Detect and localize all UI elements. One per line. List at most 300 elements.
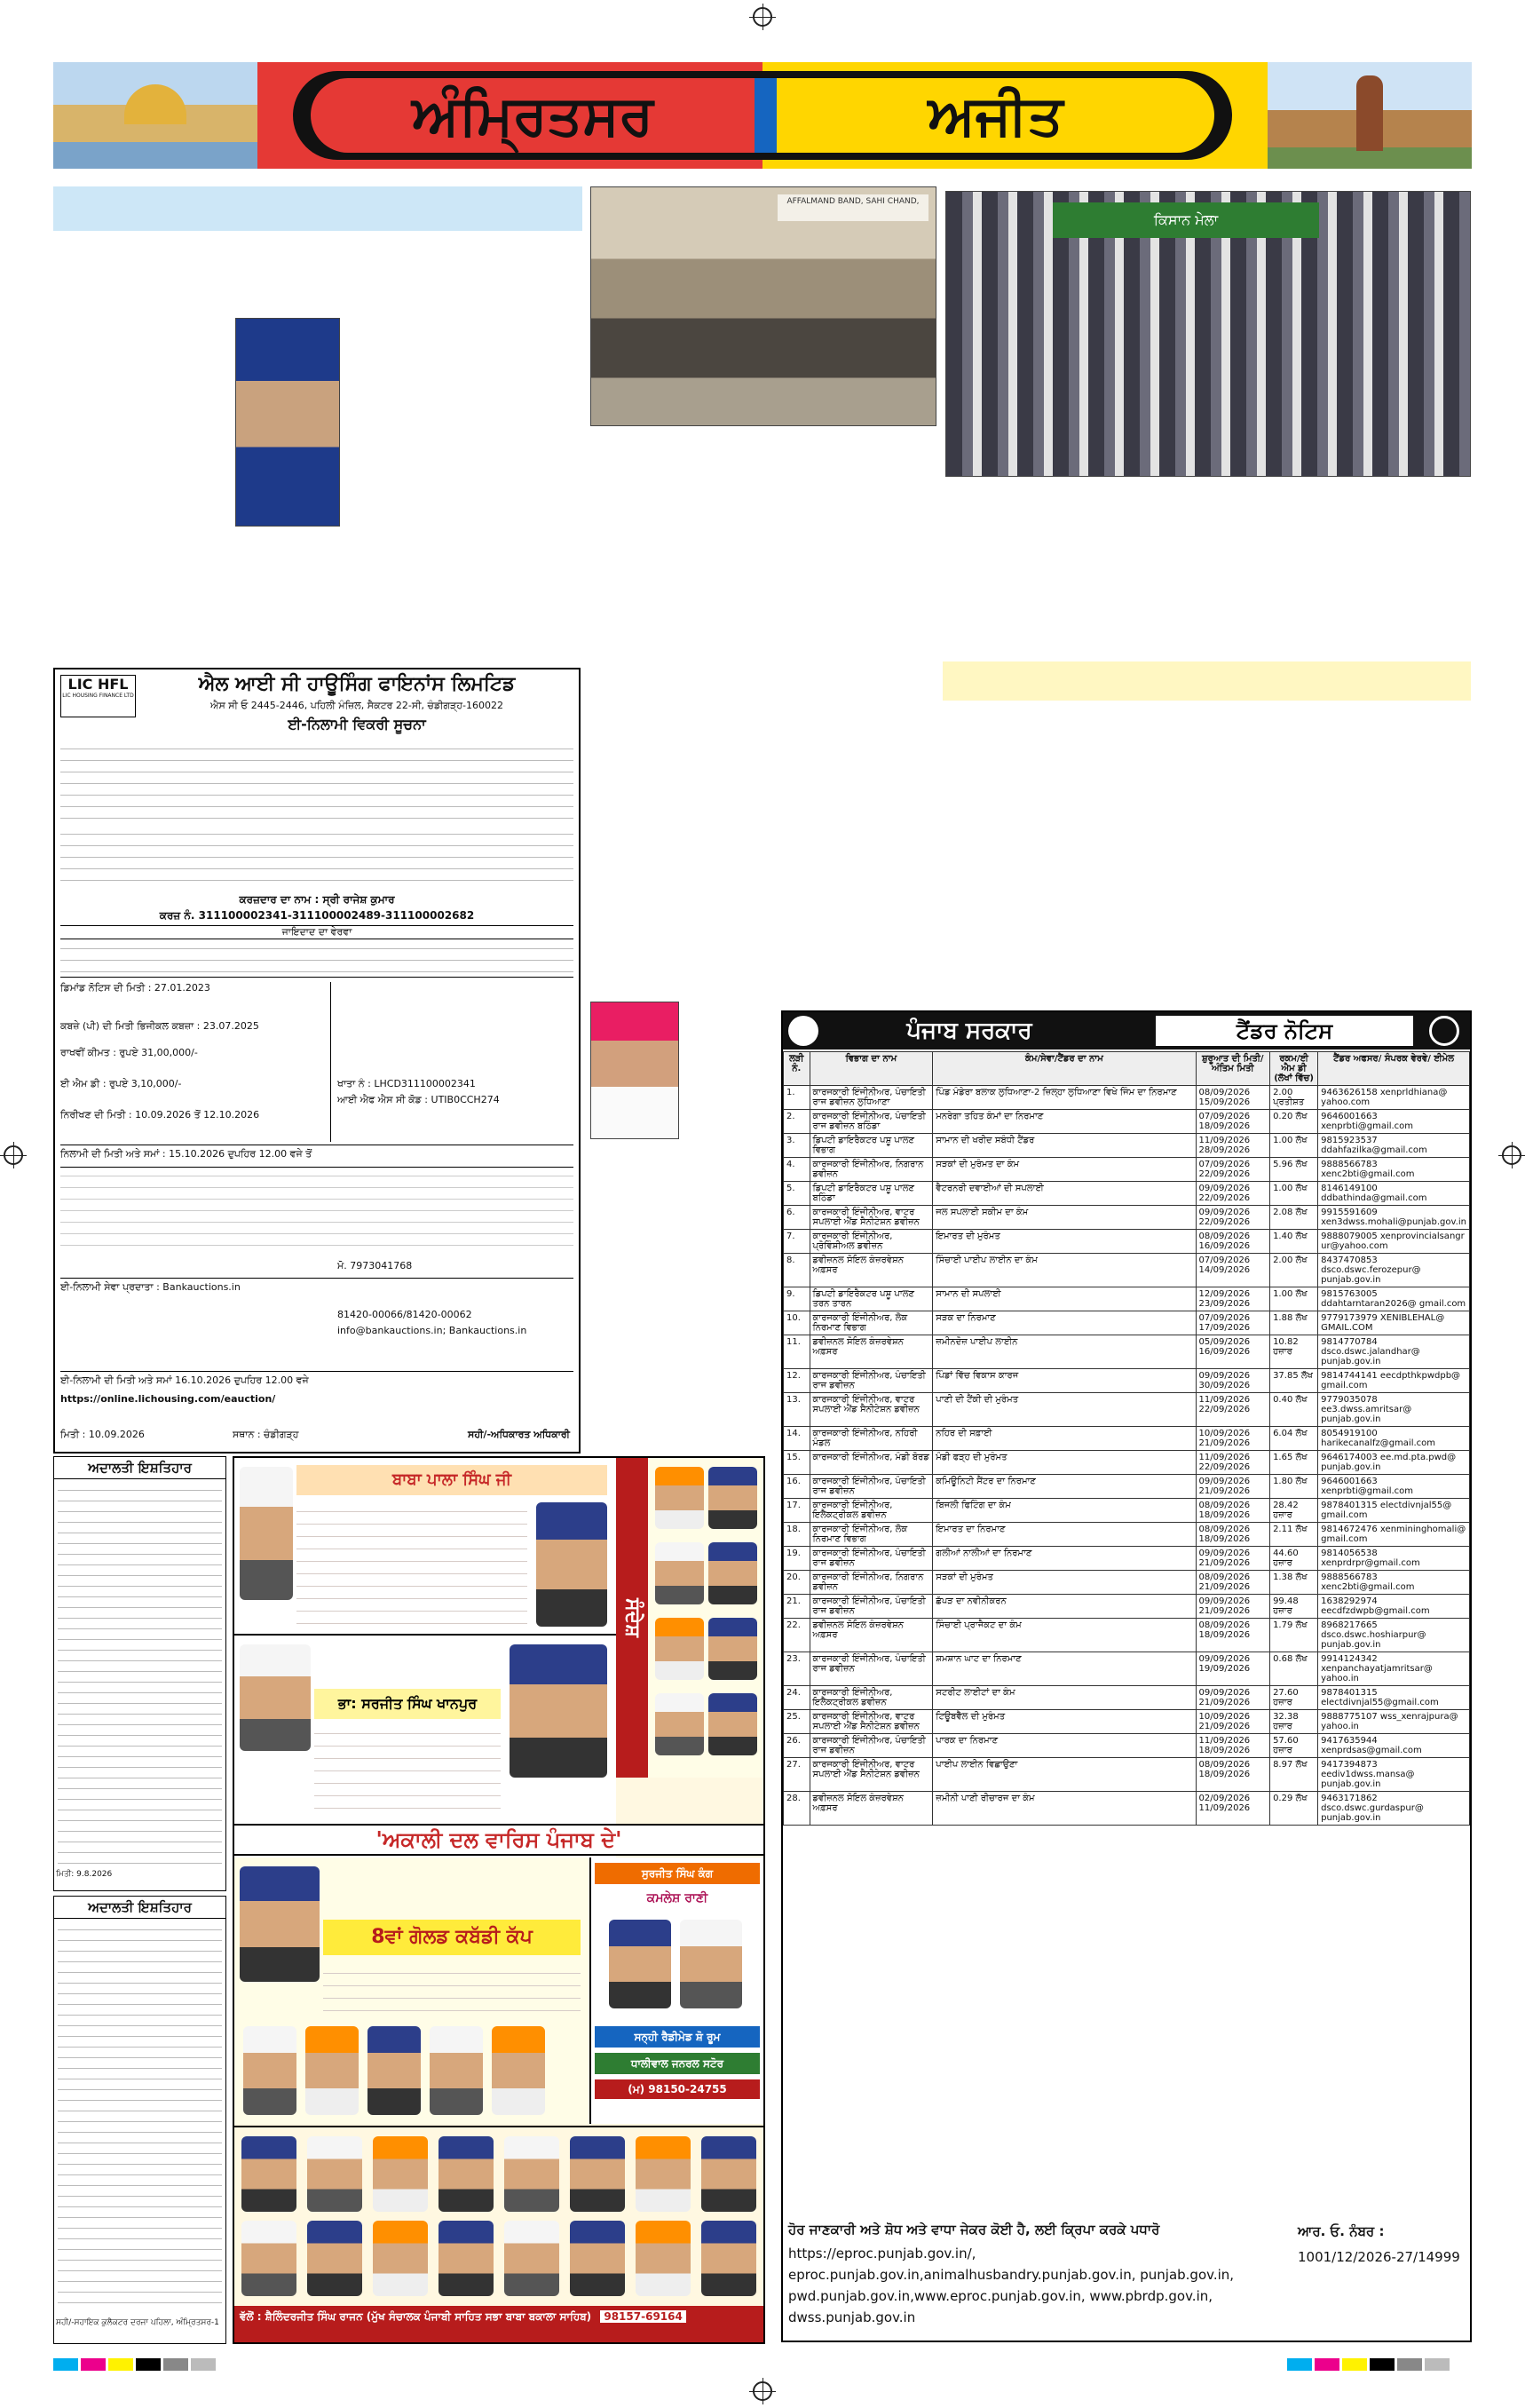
tender-header (783, 1012, 1470, 1050)
table-cell: ਡਵੀਜ਼ਨਲ ਸੋਇਲ ਕੰਜ਼ਰਵੇਸ਼ਨ ਅਫ਼ਸਰ (810, 1619, 933, 1652)
ad-middle-text (314, 1724, 501, 1813)
table-cell: ਪਾਰਕ ਦਾ ਨਿਰਮਾਣ (933, 1734, 1196, 1758)
table-cell: ਸਟਰੀਟ ਲਾਈਟਾਂ ਦਾ ਕੰਮ (933, 1686, 1196, 1710)
table-cell: ਕਾਰਜਕਾਰੀ ਇੰਜੀਨੀਅਰ, ਪੰਚਾਇਤੀ ਰਾਜ ਡਵੀਜ਼ਨ ਬਠਿੰਡਾ (810, 1110, 933, 1134)
ad-portrait-34 (570, 2221, 625, 2296)
color-bar-left (53, 2357, 218, 2374)
court-notice-1 (53, 1456, 226, 1891)
table-cell: 9878401315 electdivnjal55@ gmail.com (1318, 1499, 1470, 1523)
table-cell: 12. (784, 1369, 810, 1393)
ad-portrait-28 (701, 2136, 756, 2212)
table-cell: 16. (784, 1475, 810, 1499)
table-row (784, 1595, 1470, 1619)
lic-borrower: ਕਰਜ਼ਦਾਰ ਦਾ ਨਾਮ : ਸ੍ਰੀ ਰਾਜੇਸ਼ ਕੁਮਾਰ (239, 893, 395, 906)
table-cell: ਕਾਰਜਕਾਰੀ ਇੰਜੀਨੀਅਰ, ਪੰਚਾਇਤੀ ਰਾਜ ਡਵੀਜ਼ਨ (810, 1475, 933, 1499)
table-cell: 09/09/2026 21/09/2026 (1196, 1595, 1270, 1619)
punjab-emblem-icon (788, 1016, 818, 1046)
court-notice-1-heading: ਅਦਾਲਤੀ ਇਸ਼ਤਿਹਾਰ (54, 1457, 225, 1479)
table-cell: 02/09/2026 11/09/2026 (1196, 1792, 1270, 1826)
masthead-title-right: ਅਜੀਤ (928, 83, 1063, 147)
table-row (784, 1182, 1470, 1206)
golden-temple-image (53, 62, 257, 169)
center-group-photo (590, 186, 936, 426)
table-cell: ਕਾਰਜਕਾਰੀ ਇੰਜੀਨੀਅਰ, ਲੋਕ ਨਿਰਮਾਣ ਵਿਭਾਗ (810, 1523, 933, 1547)
table-cell: ਕਾਰਜਕਾਰੀ ਇੰਜੀਨੀਅਰ, ਪੰਚਾਇਤੀ ਰਾਜ ਡਵੀਜ਼ਨ (810, 1652, 933, 1686)
table-cell: 23. (784, 1652, 810, 1686)
ad-top-text (296, 1502, 527, 1627)
tender-header-right: ਟੈਂਡਰ ਨੋਟਿਸ (1156, 1016, 1413, 1046)
table-cell: ਪਿੰਡਾਂ ਵਿੱਚ ਵਿਕਾਸ ਕਾਰਜ (933, 1369, 1196, 1393)
table-cell: 9815923537 ddahfazilka@gmail.com (1318, 1134, 1470, 1158)
table-cell: ਡਿਪਟੀ ਡਾਇਰੈਕਟਰ ਪਸ਼ੂ ਪਾਲਣ ਵਿਭਾਗ (810, 1134, 933, 1158)
table-cell: ਡਵੀਜ਼ਨਲ ਸੋਇਲ ਕੰਜ਼ਰਵੇਸ਼ਨ ਅਫ਼ਸਰ (810, 1792, 933, 1826)
table-cell: 17. (784, 1499, 810, 1523)
ad-portrait-14 (243, 2026, 296, 2115)
table-row (784, 1710, 1470, 1734)
table-cell: 9463626158 xenprldhiana@ yahoo.com (1318, 1086, 1470, 1110)
tender-col-header: ਕੰਮ/ਸੇਵਾ/ਟੈਂਡਰ ਦਾ ਨਾਮ (933, 1052, 1196, 1086)
table-cell: 10. (784, 1311, 810, 1335)
table-cell: 0.20 ਲੱਖ (1270, 1110, 1318, 1134)
court-notice-2-body (58, 1922, 222, 2313)
photo-signboard: AFFALMAND BAND, SAHI CHAND, (778, 194, 928, 221)
table-cell: 9463171862 dsco.dswc.gurdaspur@ punjab.gov.in (1318, 1792, 1470, 1826)
ad-portrait-1 (240, 1467, 293, 1600)
tender-footer-urls[interactable]: https://eproc.punjab.gov.in/, eproc.punjab.gov.in,animalhusbandry.punjab.gov.in, punjab.gov.in, pwd.punjab.gov.in,www.eproc.punjab.gov.in, www.pbrdp.gov.in, dwss.punjab.gov.in (788, 2246, 1235, 2325)
registration-mark-left (4, 1145, 23, 1165)
tender-table (783, 1051, 1470, 1826)
table-cell: 11/09/2026 28/09/2026 (1196, 1134, 1270, 1158)
table-cell: 09/09/2026 21/09/2026 (1196, 1475, 1270, 1499)
table-row (784, 1571, 1470, 1595)
tender-table-body (784, 1086, 1470, 1826)
table-row (784, 1393, 1470, 1427)
table-cell: 9646001663 xenprbti@gmail.com (1318, 1475, 1470, 1499)
table-cell: 09/09/2026 30/09/2026 (1196, 1369, 1270, 1393)
table-row (784, 1335, 1470, 1369)
table-cell: 9888079005 xenprovincialsangr ur@yahoo.com (1318, 1230, 1470, 1254)
table-cell: ਪਾਣੀ ਦੀ ਟੈਂਕੀ ਦੀ ਮੁਰੰਮਤ (933, 1393, 1196, 1427)
tender-footer-note: ਹੋਰ ਜਾਣਕਾਰੀ ਅਤੇ ਸ਼ੋਧ ਅਤੇ ਵਾਧਾ ਜੇਕਰ ਕੋਈ ਹੈ, ਲਈ ਕ੍ਰਿਪਾ ਕਰਕੇ ਪਧਾਰੋ (788, 2222, 1160, 2238)
table-cell: 10/09/2026 21/09/2026 (1196, 1427, 1270, 1451)
lic-auction-notice (53, 668, 581, 1454)
ad-banner-akali-dal: 'ਅਕਾਲੀ ਦਲ ਵਾਰਿਸ ਪੰਜਾਬ ਦੇ' (234, 1824, 763, 1856)
court-notice-2-heading: ਅਦਾਲਤੀ ਇਸ਼ਤਿਹਾਰ (54, 1897, 225, 1919)
table-cell: 1.00 ਲੱਖ (1270, 1182, 1318, 1206)
table-cell: ਕਾਰਜਕਾਰੀ ਇੰਜੀਨੀਅਰ, ਪੰਚਾਇਤੀ ਰਾਜ ਡਵੀਜ਼ਨ (810, 1734, 933, 1758)
table-cell: 0.68 ਲੱਖ (1270, 1652, 1318, 1686)
table-cell: ਕਾਰਜਕਾਰੀ ਇੰਜੀਨੀਅਰ, ਨਹਿਰੀ ਮੰਡਲ (810, 1427, 933, 1451)
lic-service-provider: ਈ-ਨਿਲਾਮੀ ਸੇਵਾ ਪ੍ਰਦਾਤਾ : Bankauctions.in (60, 1278, 573, 1294)
ad-portrait-26 (570, 2136, 625, 2212)
lic-signatory: ਸਹੀ/-ਅਧਿਕਾਰਤ ਅਧਿਕਾਰੀ (468, 1429, 570, 1440)
ad-shop-2: ਧਾਲੀਵਾਲ ਜਨਰਲ ਸਟੋਰ (595, 2053, 760, 2074)
table-cell: ਸੜਕਾਂ ਦੀ ਮੁਰੰਮਤ (933, 1571, 1196, 1595)
table-row (784, 1652, 1470, 1686)
table-cell: ਕਾਰਜਕਾਰੀ ਇੰਜੀਨੀਅਰ, ਵਾਟਰ ਸਪਲਾਈ ਐਂਡ ਸੈਨੀਟੇਸ਼ਨ ਡਵੀਜ਼ਨ (810, 1393, 933, 1427)
table-cell: ਸ਼ਮਸ਼ਾਨ ਘਾਟ ਦਾ ਨਿਰਮਾਣ (933, 1652, 1196, 1686)
greeting-advertisement (233, 1456, 765, 2344)
ad-portrait-13 (240, 1866, 320, 1982)
table-cell: 11/09/2026 22/09/2026 (1196, 1451, 1270, 1475)
tender-col-header: ਰਕਮ/ਈ ਐਮ ਡੀ (ਲੱਖਾਂ ਵਿੱਚ) (1270, 1052, 1318, 1086)
lic-auction-date: ਨਿਲਾਮੀ ਦੀ ਮਿਤੀ ਅਤੇ ਸਮਾਂ : 15.10.2026 ਦੁਪਹਿਰ 12.00 ਵਜੇ ਤੋਂ (60, 1145, 573, 1160)
table-cell: 1. (784, 1086, 810, 1110)
table-cell: 9878401315 electdivnjal55@gmail.com (1318, 1686, 1470, 1710)
table-cell: 6. (784, 1206, 810, 1230)
ad-portrait-21 (241, 2136, 296, 2212)
table-cell: ਕਾਰਜਕਾਰੀ ਇੰਜੀਨੀਅਰ, ਇਲੈਕਟ੍ਰੀਕਲ ਡਵੀਜ਼ਨ (810, 1686, 933, 1710)
table-cell: 07/09/2026 14/09/2026 (1196, 1254, 1270, 1287)
table-cell: ਸੜਕ ਦਾ ਨਿਰਮਾਣ (933, 1311, 1196, 1335)
table-cell: 2.00 ਲੱਖ (1270, 1254, 1318, 1287)
table-cell: 1.40 ਲੱਖ (1270, 1230, 1318, 1254)
table-cell: 9915591609 xen3dwss.mohali@punjab.gov.in (1318, 1206, 1470, 1230)
ad-portrait-25 (504, 2136, 559, 2212)
court-notice-2 (53, 1896, 226, 2344)
lic-logo-text: LIC HFL (67, 676, 129, 693)
table-cell: 0.40 ਲੱਖ (1270, 1393, 1318, 1427)
table-cell: 11/09/2026 22/09/2026 (1196, 1393, 1270, 1427)
table-cell: 1.00 ਲੱਖ (1270, 1134, 1318, 1158)
tender-header-left: ਪੰਜਾਬ ਸਰਕਾਰ (906, 1018, 1032, 1044)
table-cell: 5.96 ਲੱਖ (1270, 1158, 1318, 1182)
table-cell: 8. (784, 1254, 810, 1287)
table-cell: 9814672476 xenmininghomali@ gmail.com (1318, 1523, 1470, 1547)
table-cell: 9814770784 dsco.dswc.jalandhar@ punjab.gov.in (1318, 1335, 1470, 1369)
table-row (784, 1499, 1470, 1523)
table-row (784, 1547, 1470, 1571)
table-cell: ਇਮਾਰਤ ਦਾ ਨਿਰਮਾਣ (933, 1523, 1196, 1547)
ad-portrait-30 (307, 2221, 362, 2296)
ad-portrait-16 (367, 2026, 421, 2115)
table-cell: 15. (784, 1451, 810, 1475)
lic-ifsc: ਆਈ ਐਫ ਐਸ ਸੀ ਕੋਡ : UTIB0CCH274 (337, 1094, 500, 1105)
table-cell: ਕਾਰਜਕਾਰੀ ਇੰਜੀਨੀਅਰ, ਪੰਚਾਇਤੀ ਰਾਜ ਡਵੀਜ਼ਨ (810, 1547, 933, 1571)
ad-kabaddi-text (323, 1964, 581, 2017)
table-cell: 05/09/2026 16/09/2026 (1196, 1335, 1270, 1369)
court-notice-1-body (58, 1483, 222, 1865)
table-cell: 11. (784, 1335, 810, 1369)
table-row (784, 1792, 1470, 1826)
table-cell: 27.60 ਹਜ਼ਾਰ (1270, 1686, 1318, 1710)
table-cell: 3. (784, 1134, 810, 1158)
table-cell: 6.04 ਲੱਖ (1270, 1427, 1318, 1451)
table-cell: ਡਵੀਜ਼ਨਲ ਸੋਇਲ ਕੰਜ਼ਰਵੇਸ਼ਨ ਅਫ਼ਸਰ (810, 1335, 933, 1369)
table-cell: ਛੱਪੜ ਦਾ ਨਵੀਨੀਕਰਨ (933, 1595, 1196, 1619)
table-row (784, 1475, 1470, 1499)
table-cell: 37.85 ਲੱਖ (1270, 1369, 1318, 1393)
table-cell: 10/09/2026 21/09/2026 (1196, 1710, 1270, 1734)
table-cell: ਕਾਰਜਕਾਰੀ ਇੰਜੀਨੀਅਰ, ਪੰਚਾਇਤੀ ਰਾਜ ਡਵੀਜ਼ਨ (810, 1369, 933, 1393)
table-cell: 08/09/2026 18/09/2026 (1196, 1758, 1270, 1792)
registration-mark-bottom (753, 2381, 772, 2401)
ad-portrait-10 (708, 1693, 757, 1755)
ad-portrait-9 (655, 1693, 704, 1755)
table-cell: ਸਿੰਚਾਈ ਪ੍ਰਾਜੈਕਟ ਦਾ ਕੰਮ (933, 1619, 1196, 1652)
table-cell: 0.29 ਲੱਖ (1270, 1792, 1318, 1826)
lic-reserve-price: ਰਾਖਵੀਂ ਕੀਮਤ : ਰੁਪਏ 31,00,000/- (60, 1047, 198, 1058)
ad-portrait-35 (636, 2221, 691, 2296)
table-cell: ਪਿੰਡ ਮੰਡੇਰਾ ਬਲਾਕ ਲੁਧਿਆਣਾ-2 ਜ਼ਿਲ੍ਹਾ ਲੁਧਿਆਣਾ ਵਿਖੇ ਜਿੰਮ ਦਾ ਨਿਰਮਾਣ (933, 1086, 1196, 1110)
lic-loan-no: ਕਰਜ਼ ਨੰ. 311100002341-311100002489-311100002682 (159, 909, 475, 922)
table-cell: 09/09/2026 21/09/2026 (1196, 1686, 1270, 1710)
table-cell: 27. (784, 1758, 810, 1792)
lic-inspection: ਨਿਰੀਖਣ ਦੀ ਮਿਤੀ : 10.09.2026 ਤੋਂ 12.10.2026 (60, 1109, 260, 1121)
table-row (784, 1686, 1470, 1710)
ad-portrait-7 (655, 1618, 704, 1680)
tender-ro-number: 1001/12/2026-27/14999 (1298, 2249, 1460, 2265)
tender-table-wrap (783, 1051, 1470, 2214)
table-cell: 08/09/2026 18/09/2026 (1196, 1499, 1270, 1523)
lic-heading: ਈ-ਨਿਲਾਮੀ ਵਿਕਰੀ ਸੂਚਨਾ (288, 716, 426, 733)
lic-terms-paragraph (60, 826, 573, 888)
table-row (784, 1734, 1470, 1758)
table-cell: ਜ਼ਮੀਨਦੋਜ਼ ਪਾਈਪ ਲਾਈਨ (933, 1335, 1196, 1369)
table-cell: 44.60 ਹਜ਼ਾਰ (1270, 1547, 1318, 1571)
table-cell: ਪਾਈਪ ਲਾਈਨ ਵਿਛਾਉਣਾ (933, 1758, 1196, 1792)
ad-portrait-33 (504, 2221, 559, 2296)
table-cell: ਕਾਰਜਕਾਰੀ ਇੰਜੀਨੀਅਰ, ਇਲੈਕਟ੍ਰੀਕਲ ਡਵੀਜ਼ਨ (810, 1499, 933, 1523)
table-cell: 09/09/2026 22/09/2026 (1196, 1182, 1270, 1206)
table-cell: ਕਾਰਜਕਾਰੀ ਇੰਜੀਨੀਅਰ, ਲੋਕ ਨਿਰਮਾਣ ਵਿਭਾਗ (810, 1311, 933, 1335)
table-row (784, 1254, 1470, 1287)
table-cell: 25. (784, 1710, 810, 1734)
table-cell: 08/09/2026 21/09/2026 (1196, 1571, 1270, 1595)
lic-possession-date: ਕਬਜ਼ੇ (ਪੀ) ਦੀ ਮਿਤੀ ਭਿਜੀਕਲ ਕਬਜ਼ਾ : 23.07.2025 (60, 1020, 259, 1032)
table-cell: 99.48 ਹਜ਼ਾਰ (1270, 1595, 1318, 1619)
table-cell: 1.88 ਲੱਖ (1270, 1311, 1318, 1335)
lic-demand-date: ਡਿਮਾਂਡ ਨੋਟਿਸ ਦੀ ਮਿਤੀ : 27.01.2023 (60, 982, 210, 994)
ad-portrait-32 (439, 2221, 494, 2296)
table-cell: ਬਿਜਲੀ ਫਿਟਿੰਗ ਦਾ ਕੰਮ (933, 1499, 1196, 1523)
table-cell: 1.65 ਲੱਖ (1270, 1451, 1318, 1475)
court-notice-2-footer: ਸਹੀ/-ਸਹਾਇਕ ਕੁਲੈਕਟਰ ਦਰਜਾ ਪਹਿਲਾ, ਅੰਮ੍ਰਿਤਸਰ-1 (56, 2318, 219, 2327)
table-cell: ਡਵੀਜ਼ਨਲ ਸੋਇਲ ਕੰਜ਼ਰਵੇਸ਼ਨ ਅਫ਼ਸਰ (810, 1254, 933, 1287)
table-cell: 9888566783 xenc2bti@gmail.com (1318, 1571, 1470, 1595)
table-cell: 9. (784, 1287, 810, 1311)
table-row (784, 1086, 1470, 1110)
table-cell: 1.38 ਲੱਖ (1270, 1571, 1318, 1595)
table-cell: ਜ਼ਮੀਨੀ ਪਾਣੀ ਰੀਚਾਰਜ ਦਾ ਕੰਮ (933, 1792, 1196, 1826)
table-cell: 08/09/2026 16/09/2026 (1196, 1230, 1270, 1254)
table-cell: 09/09/2026 22/09/2026 (1196, 1206, 1270, 1230)
table-cell: 07/09/2026 22/09/2026 (1196, 1158, 1270, 1182)
ad-portrait-3 (655, 1467, 704, 1529)
section-strip-blue (53, 186, 582, 231)
table-cell: ਕਾਰਜਕਾਰੀ ਇੰਜੀਨੀਅਰ, ਪੰਚਾਇਤੀ ਰਾਜ ਡਵੀਜ਼ਨ ਲੁਧਿਆਣਾ (810, 1086, 933, 1110)
ad-portrait-36 (701, 2221, 756, 2296)
table-cell: 19. (784, 1547, 810, 1571)
court-notice-1-footer: ਮਿਤੀ: 9.8.2026 (56, 1870, 113, 1879)
table-cell: ਕਾਰਜਕਾਰੀ ਇੰਜੀਨੀਅਰ, ਨਿਗਰਾਨ ਡਵੀਜ਼ਨ (810, 1158, 933, 1182)
table-cell: 09/09/2026 21/09/2026 (1196, 1547, 1270, 1571)
table-row (784, 1523, 1470, 1547)
lic-date-line: ਮਿਤੀ : 10.09.2026 (60, 1429, 145, 1440)
ad-portrait-2 (536, 1502, 607, 1627)
table-cell: ਮੰਡੀ ਫੜ੍ਹ ਦੀ ਮੁਰੰਮਤ (933, 1451, 1196, 1475)
table-cell: 5. (784, 1182, 810, 1206)
table-cell: 8.97 ਲੱਖ (1270, 1758, 1318, 1792)
ad-portrait-6 (708, 1542, 757, 1604)
jallianwala-bagh-image (1268, 62, 1472, 169)
table-row (784, 1134, 1470, 1158)
table-cell: 8437470853 dsco.dswc.ferozepur@ punjab.gov.in (1318, 1254, 1470, 1287)
table-cell: 9814744141 eecdpthkpwdpb@ gmail.com (1318, 1369, 1470, 1393)
lic-address: ਐਸ ਸੀ ਓ 2445-2446, ਪਹਿਲੀ ਮੰਜ਼ਿਲ, ਸੈਕਟਰ 22-ਸੀ, ਚੰਡੀਗੜ੍ਹ-160022 (210, 700, 503, 711)
ad-footer (234, 2306, 763, 2342)
table-cell: ਸਿੰਚਾਈ ਪਾਈਪ ਲਾਈਨ ਦਾ ਕੰਮ (933, 1254, 1196, 1287)
table-cell: 28.42 ਹਜ਼ਾਰ (1270, 1499, 1318, 1523)
lic-property-description (60, 940, 573, 978)
lic-emd: ਈ ਐਮ ਡੀ : ਰੁਪਏ 3,10,000/- (60, 1078, 182, 1089)
tender-col-header: ਟੈਂਡਰ ਅਫਸਰ/ ਸੰਪਰਕ ਵੇਰਵੇ/ ਈਮੇਲ (1318, 1052, 1470, 1086)
table-cell: 57.60 ਹਜ਼ਾਰ (1270, 1734, 1318, 1758)
table-cell: ਮਨਰੇਗਾ ਤਹਿਤ ਕੰਮਾਂ ਦਾ ਨਿਰਮਾਣ (933, 1110, 1196, 1134)
table-row (784, 1369, 1470, 1393)
ad-portrait-24 (439, 2136, 494, 2212)
masthead-title-left: ਅੰਮ੍ਰਿਤਸਰ (412, 83, 653, 147)
table-cell: ਕਾਰਜਕਾਰੀ ਇੰਜੀਨੀਅਰ, ਵਾਟਰ ਸਪਲਾਈ ਐਂਡ ਸੈਨੀਟੇਸ਼ਨ ਡਵੀਜ਼ਨ (810, 1206, 933, 1230)
masthead-logo-band (257, 62, 1268, 169)
ad-portrait-18 (492, 2026, 545, 2115)
table-cell: ਜਲ ਸਪਲਾਈ ਸਕੀਮ ਦਾ ਕੰਮ (933, 1206, 1196, 1230)
table-cell: 22. (784, 1619, 810, 1652)
ad-portrait-12 (510, 1644, 607, 1778)
table-cell: 9646001663 xenprbti@gmail.com (1318, 1110, 1470, 1134)
tender-table-header (784, 1052, 1470, 1086)
ad-side-word: ਸੰਦੇਸ਼ (616, 1458, 648, 1778)
table-cell: 08/09/2026 18/09/2026 (1196, 1523, 1270, 1547)
table-cell: 9888566783 xenc2bti@gmail.com (1318, 1158, 1470, 1182)
table-cell: ਕਾਰਜਕਾਰੀ ਇੰਜੀਨੀਅਰ, ਵਾਟਰ ਸਪਲਾਈ ਐਂਡ ਸੈਨੀਟੇਸ਼ਨ ਡਵੀਜ਼ਨ (810, 1758, 933, 1792)
ad-kabaddi-cup: 8ਵਾਂ ਗੋਲਡ ਕਬੱਡੀ ਕੱਪ (323, 1920, 581, 1955)
lic-contact-phone: ਮੋ. 7973041768 (337, 1260, 413, 1271)
tender-col-header: ਵਿਭਾਗ ਦਾ ਨਾਮ (810, 1052, 933, 1086)
table-cell: 28. (784, 1792, 810, 1826)
table-cell: 1.79 ਲੱਖ (1270, 1619, 1318, 1652)
table-cell: 11/09/2026 18/09/2026 (1196, 1734, 1270, 1758)
table-cell: 24. (784, 1686, 810, 1710)
event-banner: ਕਿਸਾਨ ਮੇਲਾ (1053, 202, 1319, 238)
table-cell: 2. (784, 1110, 810, 1134)
table-cell: 9417635944 xenprdsas@gmail.com (1318, 1734, 1470, 1758)
table-cell: 32.38 ਹਜ਼ਾਰ (1270, 1710, 1318, 1734)
ad-portrait-15 (305, 2026, 359, 2115)
table-cell: ਕਾਰਜਕਾਰੀ ਇੰਜੀਨੀਅਰ, ਪ੍ਰੋਵਿੰਸ਼ੀਅਲ ਡਵੀਜ਼ਨ (810, 1230, 933, 1254)
color-bar-right (1287, 2357, 1452, 2374)
ad-portrait-17 (430, 2026, 483, 2115)
table-cell: 07/09/2026 17/09/2026 (1196, 1311, 1270, 1335)
ad-shop-1: ਸਨ੍ਹੀ ਰੈਡੀਮੇਡ ਸ਼ੋ ਰੂਮ (595, 2026, 760, 2048)
ad-portrait-23 (373, 2136, 428, 2212)
table-cell: ਸੜਕਾਂ ਦੀ ਮੁਰੰਮਤ ਦਾ ਕੰਮ (933, 1158, 1196, 1182)
table-cell: 9779035078 ee3.dwss.amritsar@ punjab.gov.in (1318, 1393, 1470, 1427)
registration-mark-right (1502, 1145, 1521, 1165)
registration-mark-top (753, 7, 772, 27)
table-cell: 7. (784, 1230, 810, 1254)
ad-portrait-4 (708, 1467, 757, 1529)
tender-col-header: ਸ਼ੁਰੂਆਤ ਦੀ ਮਿਤੀ/ ਅੰਤਿਮ ਮਿਤੀ (1196, 1052, 1270, 1086)
table-cell: ਨਹਿਰ ਦੀ ਸਫ਼ਾਈ (933, 1427, 1196, 1451)
table-cell: 20. (784, 1571, 810, 1595)
table-row (784, 1758, 1470, 1792)
table-cell: 8968217665 dsco.dswc.hoshiarpur@ punjab.gov.in (1318, 1619, 1470, 1652)
table-cell: 2.08 ਲੱਖ (1270, 1206, 1318, 1230)
event-photo (945, 191, 1471, 477)
table-cell: 13. (784, 1393, 810, 1427)
table-cell: ਕਮਿਊਨਿਟੀ ਸੈਂਟਰ ਦਾ ਨਿਰਮਾਣ (933, 1475, 1196, 1499)
table-cell: 14. (784, 1427, 810, 1451)
lic-property-label: ਜਾਇਦਾਦ ਦਾ ਵੇਰਵਾ (60, 925, 573, 939)
ad-portrait-29 (241, 2221, 296, 2296)
lic-provider-phone: 81420-00066/81420-00062 (337, 1309, 472, 1320)
table-row (784, 1158, 1470, 1182)
lic-last-date: ਈ-ਨਿਲਾਮੀ ਦੀ ਮਿਤੀ ਅਤੇ ਸਮਾਂ 16.10.2026 ਦੁਪਹਿਰ 12.00 ਵਜੇ (60, 1371, 573, 1387)
table-cell: 2.00 ਪ੍ਰਤੀਸ਼ਤ (1270, 1086, 1318, 1110)
lic-company-name: ਐਲ ਆਈ ਸੀ ਹਾਊਸਿੰਗ ਫਾਇਨਾਂਸ ਲਿਮਟਿਡ (198, 673, 516, 695)
table-cell: ਸਾਮਾਨ ਦੀ ਸਪਲਾਈ (933, 1287, 1196, 1311)
table-cell: 07/09/2026 18/09/2026 (1196, 1110, 1270, 1134)
table-cell: 21. (784, 1595, 810, 1619)
ad-title-sarjit: ਭਾ: ਸਰਜੀਤ ਸਿੰਘ ਖਾਨਪੁਰ (314, 1689, 501, 1719)
table-row (784, 1110, 1470, 1134)
ad-footer-text: ਵੱਲੋਂ : ਸ਼ੈਲਿੰਦਰਜੀਤ ਸਿੰਘ ਰਾਜਨ (ਮੁੱਖ ਸੰਚਾਲਕ ਪੰਜਾਬੀ ਸਾਹਿਤ ਸਭਾ ਬਾਬਾ ਬਕਾਲਾ ਸਾਹਿਬ) (240, 2310, 592, 2323)
table-cell: 4. (784, 1158, 810, 1182)
fingerprint-icon (1429, 1016, 1459, 1046)
lic-process-paragraph (60, 1167, 573, 1255)
table-cell: ਗਲੀਆਂ ਨਾਲੀਆਂ ਦਾ ਨਿਰਮਾਣ (933, 1547, 1196, 1571)
table-cell: 9814056538 xenprdrpr@gmail.com (1318, 1547, 1470, 1571)
table-cell: 9646174003 ee.md.pta.pwd@ punjab.gov.in (1318, 1451, 1470, 1475)
table-cell: 08/09/2026 15/09/2026 (1196, 1086, 1270, 1110)
table-cell: 2.11 ਲੱਖ (1270, 1523, 1318, 1547)
table-row (784, 1287, 1470, 1311)
small-portrait-photo (590, 1002, 679, 1139)
lic-intro-paragraph (60, 741, 573, 820)
tender-col-header: ਲੜੀ ਨੰ. (784, 1052, 810, 1086)
lic-email: info@bankauctions.in; Bankauctions.in (337, 1325, 527, 1336)
section-strip-yellow (943, 661, 1471, 701)
table-row (784, 1427, 1470, 1451)
ad-portrait-27 (636, 2136, 691, 2212)
table-cell: ਕਾਰਜਕਾਰੀ ਇੰਜੀਨੀਅਰ, ਨਿਗਰਾਨ ਡਵੀਜ਼ਨ (810, 1571, 933, 1595)
table-cell: ਡਿਪਟੀ ਡਾਇਰੈਕਟਰ ਪਸ਼ੂ ਪਾਲਣ ਬਠਿੰਡਾ (810, 1182, 933, 1206)
tender-notice (781, 1010, 1472, 2342)
ad-title-baba: ਬਾਬਾ ਪਾਲਾ ਸਿੰਘ ਜੀ (296, 1465, 607, 1495)
ad-portrait-19 (609, 1920, 671, 2008)
table-cell: 9888775107 wss_xenrajpura@ yahoo.in (1318, 1710, 1470, 1734)
lic-website[interactable]: https://online.lichousing.com/eauction/ (60, 1393, 276, 1405)
portrait-photo (235, 318, 340, 527)
table-row (784, 1230, 1470, 1254)
table-cell: ਇਮਾਰਤ ਦੀ ਮੁਰੰਮਤ (933, 1230, 1196, 1254)
table-cell: 1.00 ਲੱਖ (1270, 1287, 1318, 1311)
table-cell: 9417394873 eediv1dwss.mansa@ punjab.gov.in (1318, 1758, 1470, 1792)
table-row (784, 1451, 1470, 1475)
table-row (784, 1206, 1470, 1230)
table-cell: 1638292974 eecdfzdwpb@gmail.com (1318, 1595, 1470, 1619)
ad-portrait-8 (708, 1618, 757, 1680)
table-cell: 9779173979 XENIBLEHAL@ GMAIL.COM (1318, 1311, 1470, 1335)
table-cell: ਸਾਮਾਨ ਦੀ ਖਰੀਦ ਸਬੰਧੀ ਟੈਂਡਰ (933, 1134, 1196, 1158)
tender-ro-label: ਆਰ. ਓ. ਨੰਬਰ : (1298, 2223, 1385, 2239)
table-cell: 8146149100 ddbathinda@gmail.com (1318, 1182, 1470, 1206)
ad-shop-phone: (ਮ) 98150-24755 (595, 2079, 760, 2099)
lic-place-line: ਸਥਾਨ : ਚੰਡੀਗੜ੍ਹ (233, 1429, 299, 1440)
ad-portrait-5 (655, 1542, 704, 1604)
table-cell: ਕਾਰਜਕਾਰੀ ਇੰਜੀਨੀਅਰ, ਪੰਚਾਇਤੀ ਰਾਜ ਡਵੀਜ਼ਨ (810, 1595, 933, 1619)
